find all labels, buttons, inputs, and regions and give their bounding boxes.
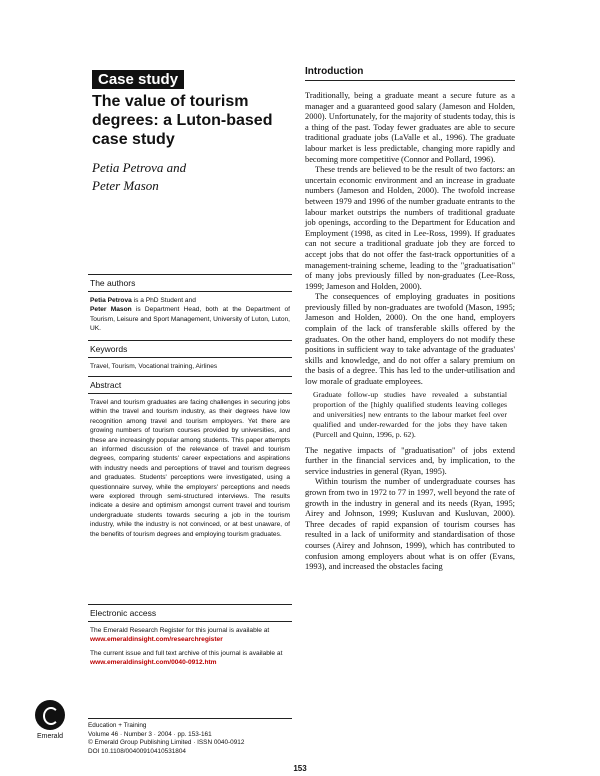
introduction-heading: Introduction (305, 66, 515, 81)
page-number: 153 (293, 764, 307, 773)
citation-doi: DOI 10.1108/00400910410531804 (88, 747, 186, 755)
emerald-logo-text: Emerald (36, 733, 64, 740)
register-text: The Emerald Research Register for this journal is available at (90, 627, 270, 634)
abstract-text: Travel and tourism graduates are facing challenges in securing jobs within the travel and tourism industry, as their degrees have low recognition among travel and tourism employers. Yet there are growing numbers of tourism courses provided by universities, and these are increasingly popular among students. This paper attempts an informed discussion of the relevance of travel and tourism degrees, comparing students' career expectations and aspirations with industry needs and perceptions of travel and tourism degrees and graduates. Students' perceptions were investigated, using a questionnaire survey, while the employers' perceptions and needs were explored through semi-structured interviews. The results indicate a desire and optimism amongst current travel and tourism undergraduate students towards securing a job in the tourism industry, while the industry is not convinced, or at best unaware, of the benefits of tourism degrees and employing tourism graduates. (90, 399, 290, 538)
authors-heading: The authors (88, 274, 292, 292)
article-header (88, 70, 292, 195)
emerald-logo-icon (35, 700, 65, 730)
electronic-access-section (88, 604, 292, 672)
intro-paragraph-1: Traditionally, being a graduate meant a secure future as a manager and a guaranteed good salary (Jameson and Holden, 2000). Unfortunately, for the majority of students today, this is a thing of the past. Today fewer graduates are able to secure traditional graduate jobs (LaValle et al., 1996). The graduate labour market is less predictable, changing more rapidly and becoming more competitive (Connor and Pollard, 1996). (305, 91, 515, 164)
intro-paragraph-2: These trends are believed to be the result of two factors: an uncertain economic environment and an increase in graduate numbers (Jameson and Holden, 2000). The twofold increase between 1979 and 1996 of the number graduate entrants to the labour market outstrips the numbers of traditional graduate job openings, according to the Department for Education and Employment (1998, as cited in Lee-Ross, 1999). If graduates can not secure a traditional graduate job they are forced to accept jobs that do not offer the fast-track opportunities of a management-training scheme, leading to the "graduatisation" of many jobs previously filled by non-graduates (Lee-Ross, 1999; Jameson and Holden, 2000). (305, 165, 515, 291)
block-quote: Graduate follow-up studies have revealed a substantial proportion of the [highly qualified students leaving colleges and universities] new entrants to the labour market feel over qualified and under-rewarded for the jobs they have taken (Purcell and Quinn, 1996, p. 62). (313, 389, 507, 439)
author2-bio: is Department Head, both at the Department of Tourism, Leisure and Sport Management, University of Luton, Luton, UK. (90, 306, 290, 333)
author2-name: Peter Mason (90, 306, 132, 314)
abstract-section (88, 376, 292, 543)
archive-text: The current issue and full text archive of this journal is available at (90, 649, 283, 657)
authors-section (88, 274, 292, 338)
citation-publisher: © Emerald Group Publishing Limited · ISSN 0040-0912 (88, 739, 245, 747)
electronic-access-heading: Electronic access (88, 604, 292, 622)
author-line-2: Peter Mason (92, 178, 159, 193)
register-link[interactable]: www.emeraldinsight.com/researchregister (90, 636, 223, 644)
author1-bio: is a PhD Student and (131, 297, 196, 304)
intro-paragraph-5: Within tourism the number of undergraduate courses has grown from two in 1972 to 77 in 1997, well beyond the rate of growth in the industry in general and its needs (Ryan, 1995; Airey and Johnson, 1999; Kusluvan and Kusluvan, 2000). Three decades of rapid expansion of tourism courses has resulted in a lack of uniformity and standardisation of those courses (Airey and Johnson, 1999), which has contributed to confusion among employers about what is on offer (Evans, 1993), and increased the obstacles facing (305, 477, 515, 572)
citation-volume: Volume 46 · Number 3 · 2004 · pp. 153-161 (88, 730, 212, 738)
keywords-heading: Keywords (88, 340, 292, 358)
author-line-1: Petia Petrova and (92, 160, 187, 175)
intro-paragraph-4: The negative impacts of "graduatisation" of jobs extend further in the financial services and, by implication, to the service industries in general (Ryan, 1995). (305, 445, 515, 476)
citation-journal: Education + Training (88, 722, 147, 729)
article-title: The value of tourism degrees: a Luton-based case study (92, 93, 273, 148)
journal-citation (88, 718, 292, 756)
intro-paragraph-3: The consequences of employing graduates in positions previously filled by non-graduates are twofold (Mason, 1995; Jameson and Holden, 2000). On the one hand, employers complain of the lack of transferable skills offered by the graduates. On the other hand, employers do not modify these positions in sufficient way to take advantage of the graduates' skills and knowledge, and do not offer a salary premium on the basis of a degree. This has led to the under-utilisation and low morale of graduate employees. (305, 292, 515, 387)
author1-name: Petia Petrova (90, 297, 132, 304)
keywords-section (88, 340, 292, 375)
main-column (305, 66, 515, 573)
keywords-text: Travel, Tourism, Vocational training, Airlines (90, 363, 218, 370)
emerald-logo (30, 700, 70, 740)
abstract-heading: Abstract (88, 376, 292, 394)
archive-link[interactable]: www.emeraldinsight.com/0040-0912.htm (90, 659, 217, 667)
case-study-label: Case study (92, 70, 184, 89)
